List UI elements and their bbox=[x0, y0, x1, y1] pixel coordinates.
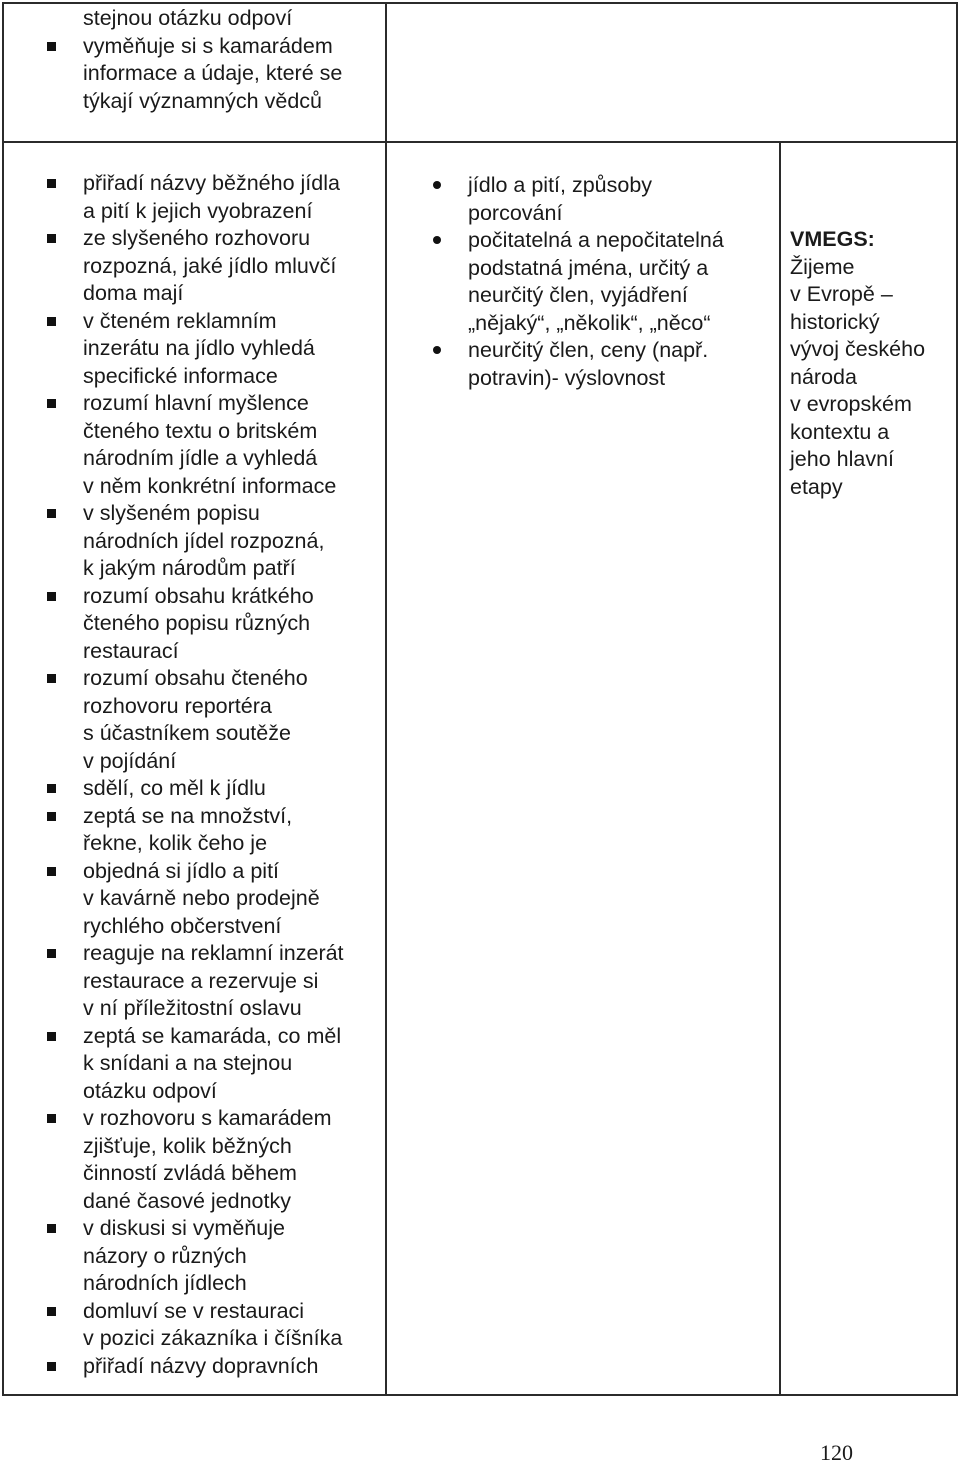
square-bullet-icon bbox=[47, 1307, 56, 1316]
column-divider-2 bbox=[779, 141, 781, 1396]
list-item bbox=[428, 337, 778, 392]
list-item bbox=[428, 227, 778, 337]
list-item-text: ze slyšeného rozhovoru rozpozná, jaké jídlo mluvčí doma mají bbox=[83, 226, 337, 305]
square-bullet-icon bbox=[47, 592, 56, 601]
list-item bbox=[43, 1298, 383, 1353]
round-bullet-icon bbox=[433, 236, 441, 244]
list-item-text: rozumí hlavní myšlence čteného textu o britském národním jídle a vyhledá v něm konkrétní informace bbox=[83, 391, 337, 498]
list-item-text: v slyšeném popisu národních jídel rozpozná, k jakým národům patří bbox=[83, 501, 325, 580]
list-item bbox=[43, 583, 383, 666]
outcomes-cell bbox=[43, 170, 383, 1380]
table-border-right bbox=[956, 2, 958, 1396]
list-item bbox=[43, 775, 383, 803]
list-item-text: počitatelná a nepočitatelná podstatná jména, určitý a neurčitý člen, vyjádření „nějaký“, „několik“, „něco“ bbox=[468, 228, 724, 335]
list-item bbox=[43, 225, 383, 308]
cross-curricular-heading: VMEGS: bbox=[790, 227, 875, 251]
list-item bbox=[43, 1105, 383, 1215]
square-bullet-icon bbox=[47, 674, 56, 683]
carryover-text: stejnou otázku odpoví bbox=[83, 6, 293, 30]
outcomes-list bbox=[43, 170, 383, 1380]
square-bullet-icon bbox=[47, 42, 56, 51]
table-border-left bbox=[2, 2, 4, 1396]
list-item bbox=[428, 172, 778, 227]
cross-curricular-cell bbox=[790, 226, 955, 501]
list-item-text: neurčitý člen, ceny (např. potravin)- výslovnost bbox=[468, 338, 709, 390]
curriculum-content-cell bbox=[428, 172, 778, 392]
list-item bbox=[43, 33, 383, 116]
list-item bbox=[43, 308, 383, 391]
list-item bbox=[43, 170, 383, 225]
square-bullet-icon bbox=[47, 509, 56, 518]
round-bullet-icon bbox=[433, 346, 441, 354]
square-bullet-icon bbox=[47, 179, 56, 188]
cross-curricular-text: Žijeme v Evropě – historický vývoj českého národa v evropském kontextu a jeho hlavní etapy bbox=[790, 254, 926, 499]
list-item-text: zeptá se na množství, řekne, kolik čeho je bbox=[83, 803, 293, 855]
list-item-text: reaguje na reklamní inzerát restaurace a rezervuje si v ní příležitostní oslavu bbox=[83, 941, 344, 1020]
list-item-text: přiřadí názvy dopravních bbox=[83, 1353, 319, 1378]
square-bullet-icon bbox=[47, 1114, 56, 1123]
square-bullet-icon bbox=[47, 1032, 56, 1041]
list-item bbox=[43, 1023, 383, 1106]
square-bullet-icon bbox=[47, 399, 56, 408]
square-bullet-icon bbox=[47, 812, 56, 821]
list-item-text: v čteném reklamním inzerátu na jídlo vyhledá specifické informace bbox=[83, 308, 315, 388]
list-item-text: v rozhovoru s kamarádem zjišťuje, kolik běžných činností zvládá během dané časové jednotky bbox=[83, 1106, 332, 1213]
table-border-top bbox=[2, 2, 958, 4]
square-bullet-icon bbox=[47, 1362, 56, 1371]
list-item bbox=[43, 1353, 383, 1381]
square-bullet-icon bbox=[47, 317, 56, 326]
list-item bbox=[43, 665, 383, 775]
square-bullet-icon bbox=[47, 1224, 56, 1233]
list-item-text: vyměňuje si s kamarádem informace a údaje, které se týkají významných vědců bbox=[83, 33, 343, 113]
list-item-text: jídlo a pití, způsoby porcování bbox=[468, 173, 653, 225]
table-border-bottom bbox=[2, 1394, 958, 1396]
list-item-text: rozumí obsahu čteného rozhovoru reportéra s účastníkem soutěže v pojídání bbox=[83, 666, 308, 773]
list-item-text: rozumí obsahu krátkého čteného popisu různých restaurací bbox=[83, 583, 314, 663]
round-bullet-icon bbox=[433, 181, 441, 189]
list-item-text: domluví se v restauraci v pozici zákazníka i číšníka bbox=[83, 1298, 343, 1350]
list-item bbox=[43, 1215, 383, 1298]
list-item-text: zeptá se kamaráda, co měl k snídani a na stejnou otázku odpoví bbox=[83, 1023, 342, 1103]
list-item bbox=[43, 390, 383, 500]
page-number: 120 bbox=[820, 1440, 853, 1465]
row-divider bbox=[2, 141, 958, 143]
list-item-text: přiřadí názvy běžného jídla a pití k jejich vyobrazení bbox=[83, 171, 340, 223]
square-bullet-icon bbox=[47, 949, 56, 958]
list-item bbox=[43, 500, 383, 583]
list-item bbox=[43, 858, 383, 941]
column-divider-1 bbox=[385, 2, 387, 1396]
top-row-outcomes-cell bbox=[43, 5, 383, 115]
list-item-text: objedná si jídlo a pití v kavárně nebo prodejně rychlého občerstvení bbox=[83, 858, 320, 938]
list-item-text: sdělí, co měl k jídlu bbox=[83, 776, 266, 800]
square-bullet-icon bbox=[47, 234, 56, 243]
square-bullet-icon bbox=[47, 784, 56, 793]
list-item bbox=[43, 940, 383, 1023]
content-list bbox=[428, 172, 778, 392]
list-item-text: v diskusi si vyměňuje názory o různých národních jídlech bbox=[83, 1216, 285, 1295]
list-item bbox=[43, 803, 383, 858]
square-bullet-icon bbox=[47, 867, 56, 876]
